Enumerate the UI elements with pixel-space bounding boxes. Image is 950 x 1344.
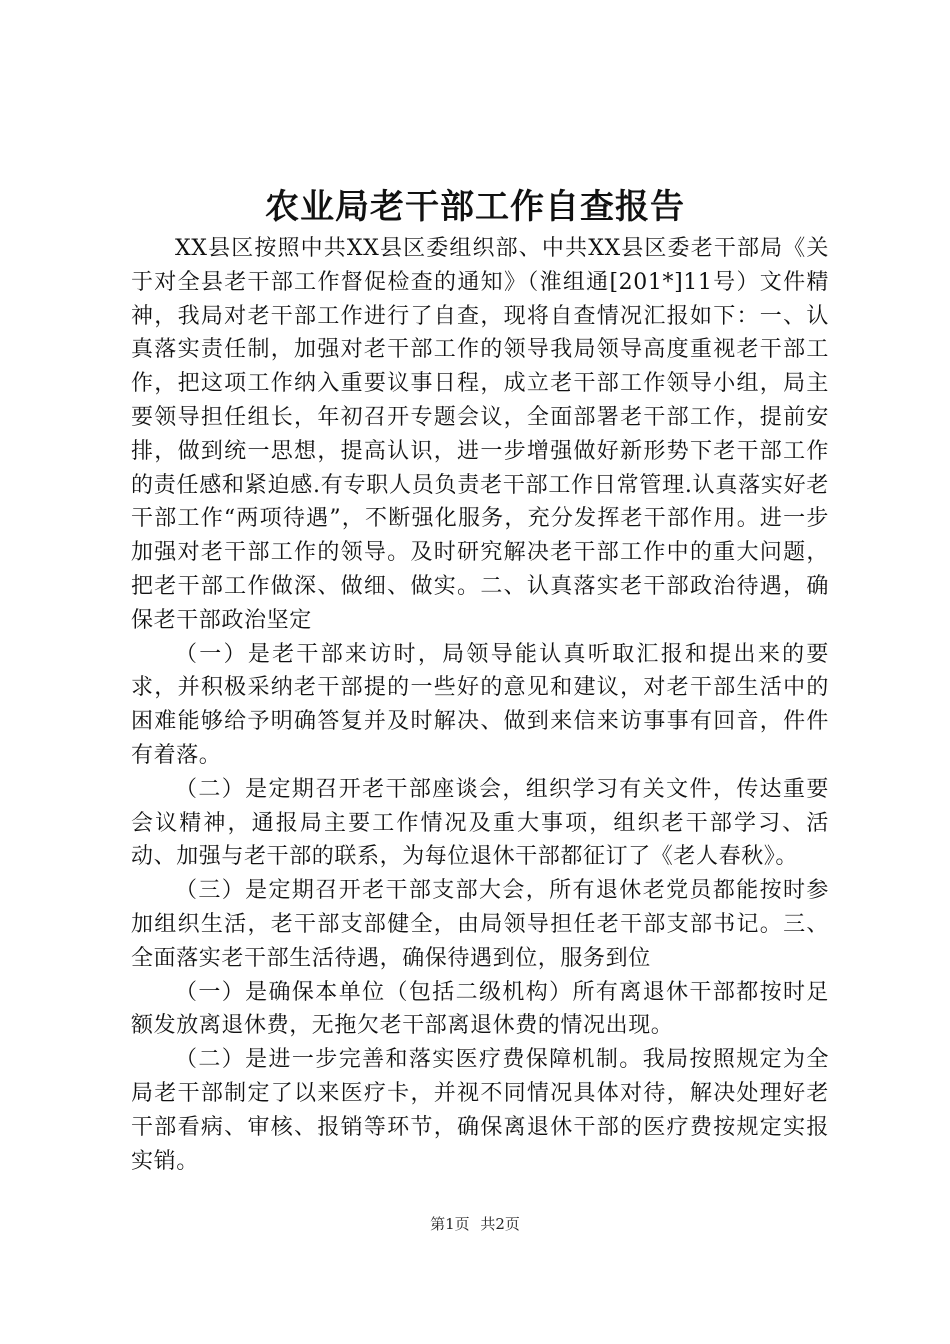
paragraph: （二）是定期召开老干部座谈会，组织学习有关文件，传达重要会议精神，通报局主要工作情况及重大事项，组织老干部学习、活动、加强与老干部的联系，为每位退休干部都征订了《老人春秋》。 — [131, 776, 829, 870]
paragraph: （二）是进一步完善和落实医疗费保障机制。我局按照规定为全局老干部制定了以来医疗卡，并视不同情况具体对待，解决处理好老干部看病、审核、报销等环节，确保离退休干部的医疗费按规定实报实销。 — [131, 1047, 829, 1174]
paragraph: （一）是老干部来访时，局领导能认真听取汇报和提出来的要求，并积极采纳老干部提的一些好的意见和建议，对老干部生活中的困难能够给予明确答复并及时解决、做到来信来访事事有回音，件件有着落。 — [131, 641, 829, 768]
page-footer — [0, 1213, 950, 1235]
page-number: 第1页 — [430, 1215, 470, 1233]
document-title: 农业局老干部工作自查报告 — [265, 187, 685, 227]
page-total: 共2页 — [480, 1215, 520, 1233]
document-body — [131, 232, 829, 1178]
paragraph: （三）是定期召开老干部支部大会，所有退休老党员都能按时参加组织生活，老干部支部健全，由局领导担任老干部支部书记。三、全面落实老干部生活待遇，确保待遇到位，服务到位 — [131, 878, 829, 971]
paragraph: （一）是确保本单位（包括二级机构）所有离退休干部都按时足额发放离退休费，无拖欠老干部离退休费的情况出现。 — [131, 979, 829, 1039]
paragraph: XX县区按照中共XX县区委组织部、中共XX县区委老干部局《关于对全县老干部工作督促检查的通知》（淮组通[201*]11号）文件精神，我局对老干部工作进行了自查，现将自查情况汇报如下：一、认真落实责任制，加强对老干部工作的领导我局领导高度重视老干部工作，把这项工作纳入重要议事日程，成立老干部工作领导小组，局主要领导担任组长，年初召开专题会议，全面部署老干部工作，提前安排，做到统一思想，提高认识，进一步增强做好新形势下老干部工作的责任感和紧迫感.有专职人员负责老干部工作日常管理.认真落实好老干部工作“两项待遇”，不断强化服务，充分发挥老干部作用。进一步加强对老干部工作的领导。及时研究解决老干部工作中的重大问题，把老干部工作做深、做细、做实。二、认真落实老干部政治待遇，确保老干部政治坚定 — [131, 236, 829, 633]
